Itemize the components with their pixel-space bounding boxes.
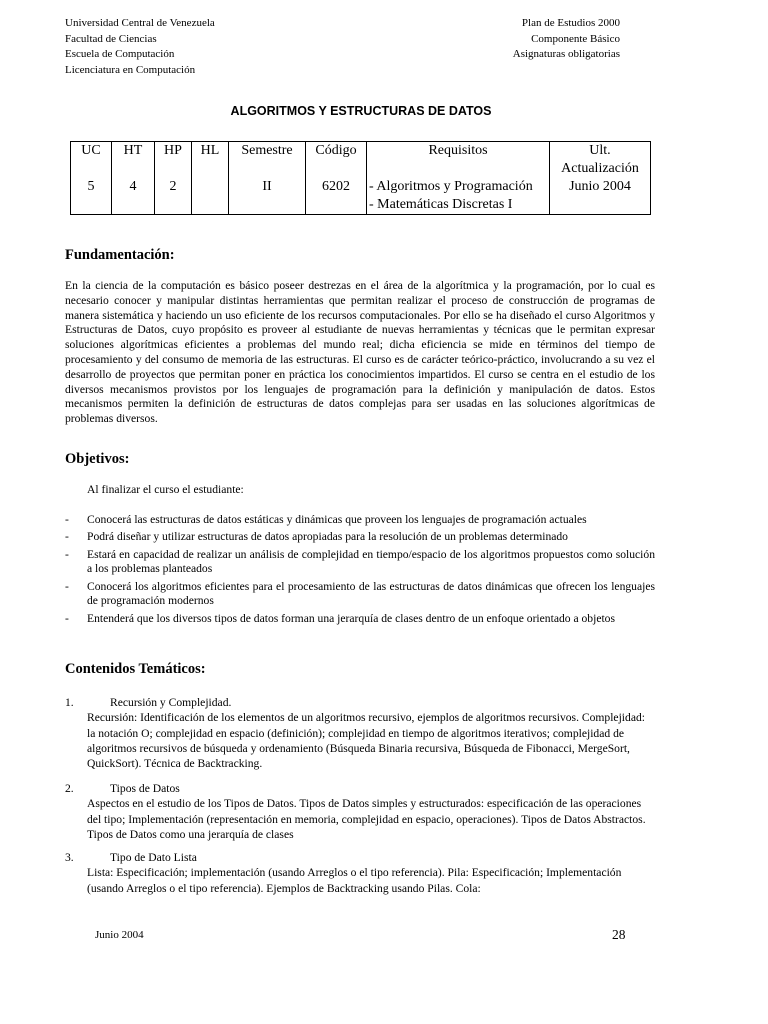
topic-2 — [65, 781, 655, 842]
fundamentacion-heading: Fundamentación: — [65, 247, 175, 263]
col-uc: UC — [71, 142, 112, 161]
list-item: - Conocerá las estructuras de datos estáticas y dinámicas que proveen los lenguajes de programación actuales — [65, 513, 655, 528]
page-number: 28 — [612, 927, 626, 942]
cell-requisitos — [367, 160, 550, 215]
topic-number: 3. — [65, 851, 74, 864]
list-item: - Podrá diseñar y utilizar estructuras de datos apropiadas para la resolución de un problemas determinado — [65, 530, 655, 545]
cell-ult — [550, 160, 651, 215]
cell-codigo: 6202 — [306, 160, 367, 215]
objetivos-heading: Objetivos: — [65, 451, 130, 467]
course-info-header-row — [71, 142, 651, 161]
topic-3 — [65, 850, 655, 896]
course-info-table — [70, 141, 651, 215]
topic-title: Tipos de Datos — [110, 782, 180, 795]
course-info-value-row — [71, 160, 651, 215]
ult-actualizacion-date: Junio 2004 — [569, 179, 631, 194]
requisito-1: - Algoritmos y Programación — [369, 179, 533, 194]
col-hl: HL — [192, 142, 229, 161]
topic-number: 1. — [65, 696, 74, 709]
header-subject-type: Asignaturas obligatorias — [512, 48, 620, 60]
header-plan-year: Plan de Estudios 2000 — [521, 17, 620, 29]
topic-description: Lista: Especificación; implementación (usando Arreglos o el tipo referencia). Pila: Especificación; Implementación (usando Arreglos o el tipo referencia). Ejemplos de Backtracking usando Pilas. Cola: — [87, 866, 622, 895]
col-requisitos: Requisitos — [367, 142, 550, 161]
topic-number: 2. — [65, 782, 74, 795]
cell-uc: 5 — [71, 160, 112, 215]
header-faculty: Facultad de Ciencias — [65, 32, 157, 45]
header-component: Componente Básico — [531, 32, 620, 45]
topic-description: Aspectos en el estudio de los Tipos de Datos. Tipos de Datos simples y estructurados: especificación de las operaciones del tipo; Implementación (representación en memoria, complejidad en espacio, operaciones). Tipos de Datos Abstractos. Tipos de Datos como una jerarquía de clases — [87, 797, 646, 841]
header-school: Escuela de Computación — [65, 48, 175, 60]
objetivos-intro: Al finalizar el curso el estudiante: — [87, 483, 244, 496]
col-semestre: Semestre — [229, 142, 306, 161]
col-ht: HT — [112, 142, 155, 161]
cell-ht: 4 — [112, 160, 155, 215]
header-degree: Licenciatura en Computación — [65, 63, 196, 76]
list-item: - Conocerá los algoritmos eficientes para el procesamiento de las estructuras de datos dinámicas que ofrecen los lenguajes de programación modernos — [65, 580, 655, 610]
fundamentacion-text: En la ciencia de la computación es básico poseer destrezas en el área de la algorítmica y la programación, por lo cual es necesario conocer y manipular distintas herramientas que permitan realizar el proceso de construcción de programas de manera sistemática y haciendo un uso eficiente de los recursos computacionales. Por ello se ha diseñado el curso Algoritmos y Estructuras de Datos, cuyo propósito es proveer al estudiante de nuevas herramientas y técnicas que le permitan expresar soluciones algorítmicas eficientes a problemas del mundo real; dicha eficiencia se mide en términos del tiempo de procesamiento y del consumo de memoria de las estructuras. El curso es de carácter teórico-práctico, involucrando a su vez el desarrollo de proyectos que permitan poner en práctica los conocimientos impartidos. El curso se centra en el estudio de los diversos mecanismos provistos por los lenguajes de programación para la definición y manipulación de datos. Estos mecanismos permiten la definición de estructuras de datos complejas para ser usadas en las soluciones algorítmicas de problemas diversos. — [65, 279, 655, 426]
cell-hp: 2 — [155, 160, 192, 215]
col-codigo: Código — [306, 142, 367, 161]
col-ult: Ult. — [550, 142, 651, 161]
topic-1 — [65, 695, 655, 771]
topic-title: Tipo de Dato Lista — [110, 851, 197, 864]
footer-date: Junio 2004 — [95, 929, 144, 941]
cell-semestre: II — [229, 160, 306, 215]
header-university: Universidad Central de Venezuela — [65, 17, 215, 29]
list-item: - Estará en capacidad de realizar un análisis de complejidad en tiempo/espacio de los algoritmos propuestos como solución a los problemas planteados — [65, 548, 655, 578]
list-item: - Entenderá que los diversos tipos de datos forman una jerarquía de clases dentro de un enfoque orientado a objetos — [65, 612, 655, 627]
header-plan — [513, 16, 620, 63]
ult-actualizacion-label: Actualización — [561, 161, 639, 176]
topic-title: Recursión y Complejidad. — [110, 696, 232, 709]
contenidos-heading: Contenidos Temáticos: — [65, 661, 206, 677]
col-hp: HP — [155, 142, 192, 161]
course-title: ALGORITMOS Y ESTRUCTURAS DE DATOS — [230, 104, 492, 118]
header-institution — [65, 16, 215, 78]
requisito-2: - Matemáticas Discretas I — [369, 197, 513, 212]
topic-description: Recursión: Identificación de los elementos de un algoritmos recursivo, ejemplos de algoritmos recursivos. Complejidad: la notación O; complejidad en espacio (definición); complejidad en tiempo de algoritmos iterativos; complejidad de algoritmos recursivos de búsqueda y ordenamiento (Búsqueda Binaria recursiva, Búsqueda de Fibonacci, MergeSort, QuickSort). Técnica de Backtracking. — [87, 711, 645, 771]
objetivos-list — [65, 513, 655, 629]
cell-hl — [192, 160, 229, 215]
